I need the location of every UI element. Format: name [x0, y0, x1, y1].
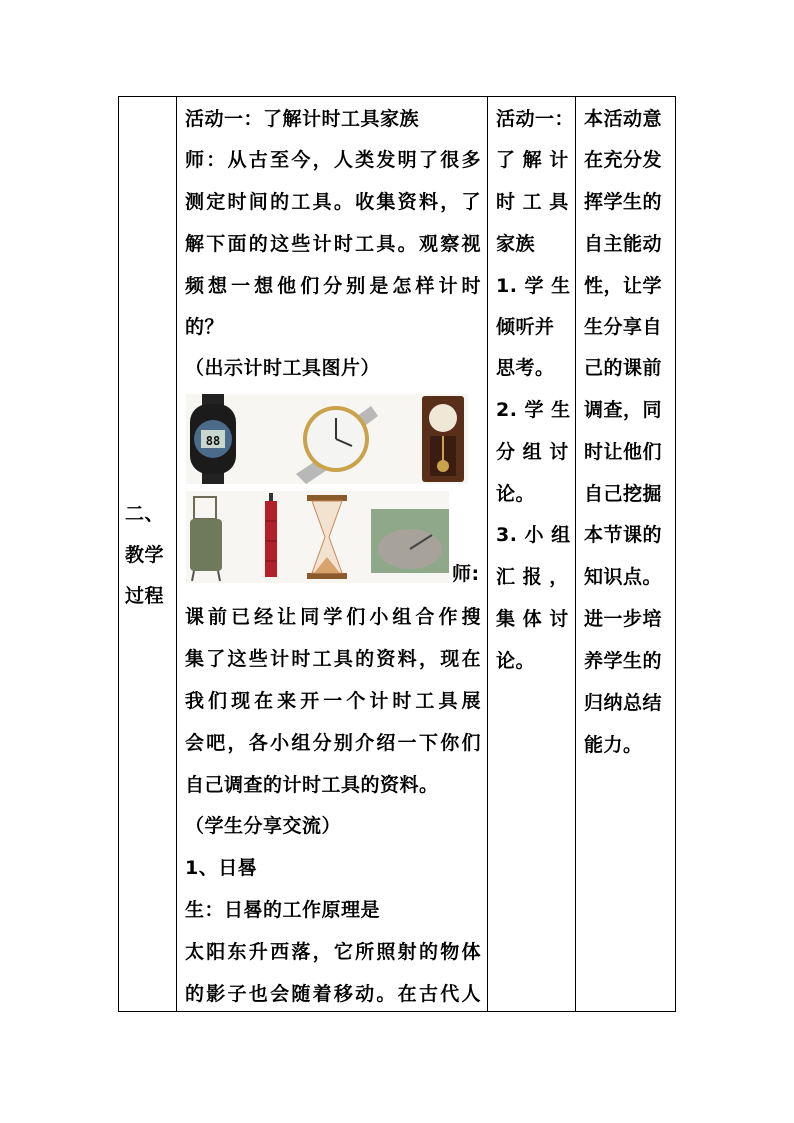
- student-text-line: 汇 报 ，: [496, 566, 569, 588]
- column-divider: [487, 97, 488, 1011]
- teacher-text-line: 的？: [185, 316, 225, 338]
- intent-text-line: 时让他们: [584, 441, 663, 463]
- student-text-line: 倾听并: [496, 316, 555, 338]
- column-divider: [575, 97, 576, 1011]
- design-intent-cell: [584, 97, 672, 1011]
- teacher-text-line: 自己调查的计时工具的资料。: [185, 774, 439, 796]
- incense-clock-image: [265, 493, 277, 577]
- teacher-text-line: 课前已经让同学们小组合作搜: [185, 606, 481, 628]
- digital-watch-image: [190, 394, 236, 484]
- teacher-text-line: 测定时间的工具。收集资料，了: [185, 191, 481, 213]
- student-text-line: 家族: [496, 233, 536, 255]
- section-label-cell: [125, 97, 173, 1011]
- student-text-line: 2. 学 生: [496, 399, 571, 421]
- section-label-line: 过程: [125, 585, 165, 607]
- student-text-line: 论。: [496, 650, 536, 672]
- section-label-line: 教学: [125, 544, 165, 566]
- timekeepers-row-2-graphic: [186, 491, 449, 583]
- teacher-text-line: 师：从古至今，人类发明了很多: [185, 149, 481, 171]
- teacher-text-line: 师:: [452, 563, 480, 585]
- teacher-text-line: 的影子也会随着移动。在古代人: [185, 983, 481, 1005]
- timekeepers-row-2: [186, 491, 449, 583]
- student-text-line: 活动一：: [496, 108, 575, 130]
- teacher-text-line: 生：日晷的工作原理是: [185, 899, 381, 921]
- timekeepers-row-1-graphic: [186, 394, 468, 484]
- column-divider: [176, 97, 177, 1011]
- intent-text-line: 自己挖掘: [584, 483, 663, 505]
- intent-text-line: 性，让学: [584, 275, 663, 297]
- teacher-text-line: 会吧，各小组分别介绍一下你们: [185, 732, 481, 754]
- teacher-text-line: 解下面的这些计时工具。观察视: [185, 233, 481, 255]
- intent-text-line: 本活动意: [584, 108, 663, 130]
- student-text-line: 了 解 计: [496, 149, 569, 171]
- intent-text-line: 养学生的: [584, 650, 663, 672]
- student-text-line: 1. 学 生: [496, 275, 571, 297]
- wristwatch-image: [296, 406, 378, 484]
- student-text-line: 论。: [496, 483, 536, 505]
- student-text-line: 分 组 讨: [496, 441, 569, 463]
- intent-text-line: 知识点。: [584, 566, 663, 588]
- intent-text-line: 归纳总结: [584, 692, 663, 714]
- svg-text:88: 88: [205, 434, 221, 448]
- teacher-text-line: 频想一想他们分别是怎样计时: [185, 275, 481, 297]
- teacher-text-line: 集了这些计时工具的资料，现在: [185, 648, 481, 670]
- activity-heading: 活动一：了解计时工具家族: [185, 108, 420, 130]
- teacher-text-line: 1、日晷: [185, 857, 258, 879]
- section-label-line: 二、: [125, 503, 165, 525]
- intent-text-line: 能力。: [584, 734, 643, 756]
- intent-text-line: 挥学生的: [584, 191, 663, 213]
- student-text-line: 时 工 具: [496, 191, 569, 213]
- sundial-image: [371, 509, 449, 573]
- teacher-text-line: 太阳东升西落，它所照射的物体: [185, 941, 481, 963]
- water-clock-image: [190, 497, 222, 581]
- pendulum-clock-image: [422, 396, 464, 482]
- teacher-text-line: 我们现在来开一个计时工具展: [185, 690, 481, 712]
- lesson-table: [118, 96, 676, 1012]
- intent-text-line: 生分享自: [584, 316, 663, 338]
- student-activity-cell: [496, 97, 575, 1011]
- timekeepers-row-1: [186, 394, 468, 484]
- intent-text-line: 在充分发: [584, 149, 663, 171]
- hourglass-image: [307, 495, 347, 579]
- intent-text-line: 进一步培: [584, 608, 663, 630]
- teacher-text-line: （出示计时工具图片）: [185, 357, 381, 379]
- intent-text-line: 己的课前: [584, 357, 663, 379]
- student-text-line: 3. 小 组: [496, 524, 571, 546]
- student-text-line: 集 体 讨: [496, 608, 569, 630]
- intent-text-line: 本节课的: [584, 524, 663, 546]
- student-text-line: 思考。: [496, 357, 555, 379]
- teacher-text-line: （学生分享交流）: [185, 815, 342, 837]
- intent-text-line: 自主能动: [584, 233, 663, 255]
- intent-text-line: 调查，同: [584, 399, 663, 421]
